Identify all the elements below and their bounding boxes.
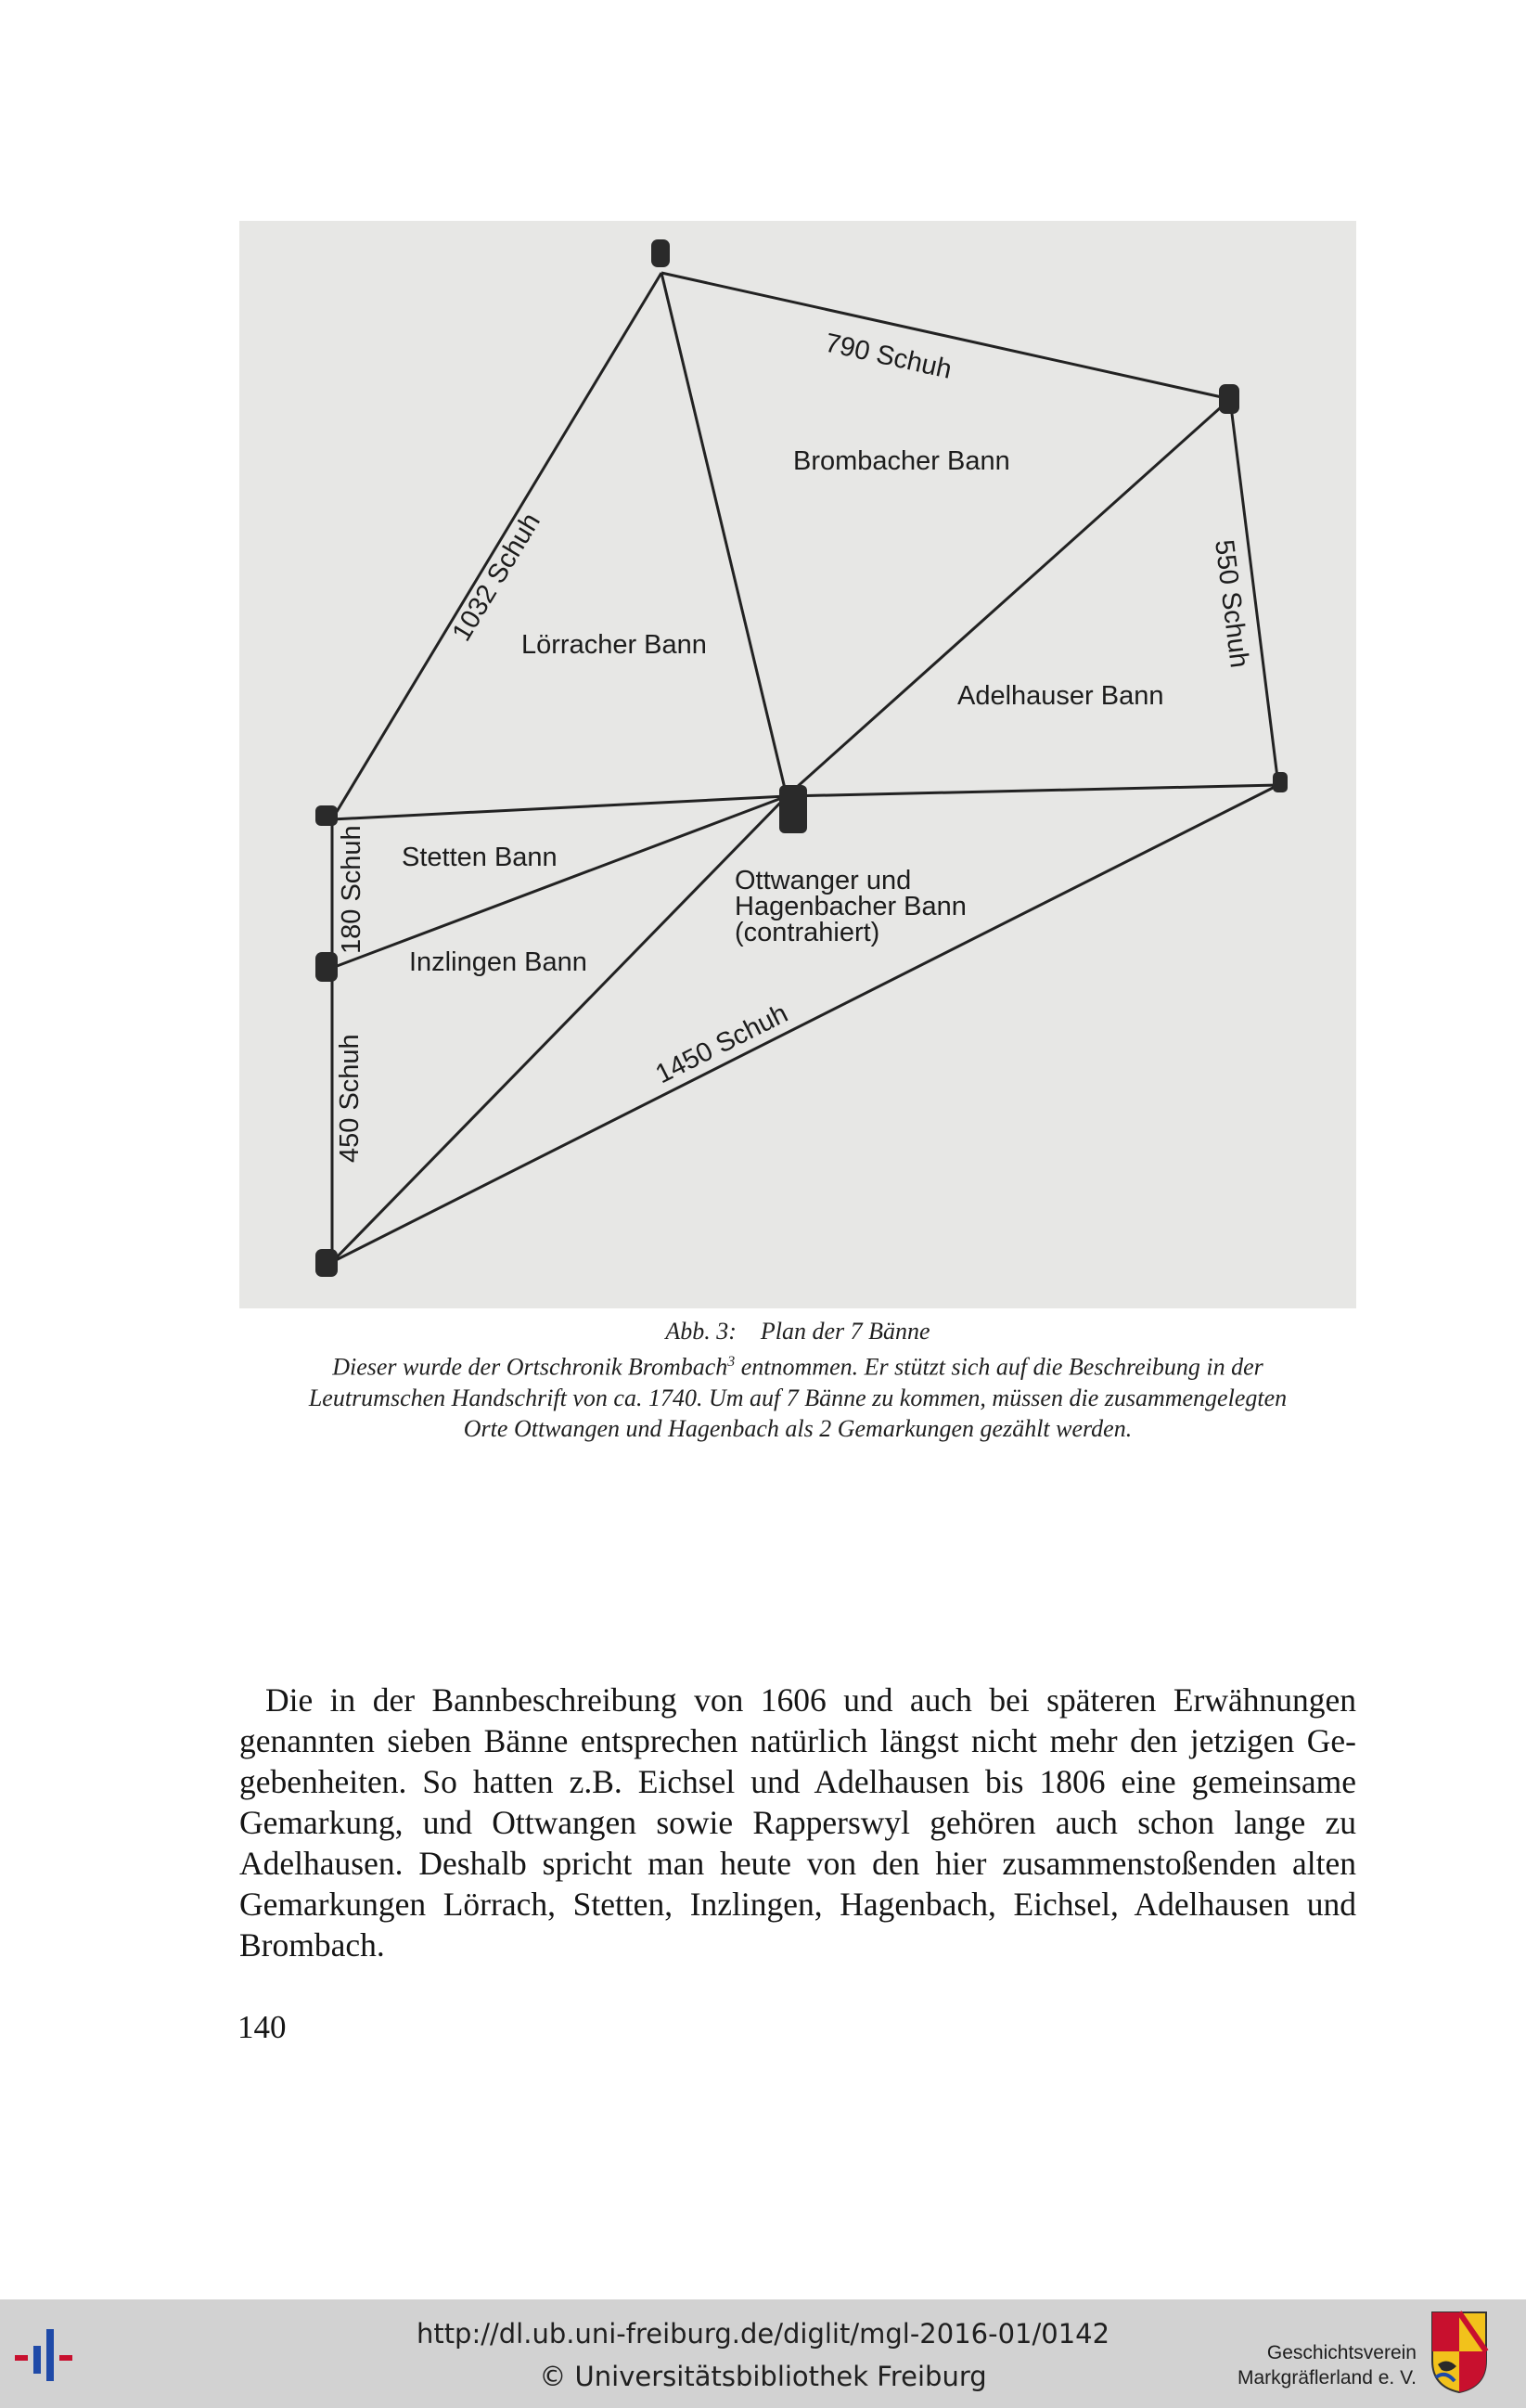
caption-line-2: Leutrumschen Handschrift von ca. 1740. Um auf 7 Bänne zu kommen, müssen die zusammengelegten: [308, 1384, 1288, 1411]
edge-label-lower-left: 450 Schuh: [335, 1034, 365, 1163]
source-url-link[interactable]: http://dl.ub.uni-freiburg.de/diglit/mgl-2016-01/0142: [416, 2318, 1110, 2350]
caption-line-1-start: Dieser wurde der Ortschronik Brombach: [332, 1353, 728, 1381]
body-paragraph: [239, 1680, 1356, 1965]
copyright-notice: © Universitätsbibliothek Freiburg: [539, 2361, 987, 2392]
region-label-stetten: Stetten Bann: [402, 843, 558, 872]
boundary-stone: [315, 952, 338, 982]
caption-title: Abb. 3: Plan der 7 Bänne: [665, 1318, 930, 1345]
caption-line-3: Orte Ottwangen und Hagenbach als 2 Gemarkungen gezählt werden.: [463, 1414, 1133, 1442]
edge-label-right: 550 Schuh: [1209, 537, 1254, 670]
region-label-ottwangen-2: Hagenbacher Bann: [735, 892, 967, 921]
boundary-line: [332, 273, 661, 819]
edge-label-short: 180 Schuh: [337, 825, 366, 954]
edge-label-left: 1032 Schuh: [446, 508, 546, 647]
region-label-loerrach: Lörracher Bann: [521, 630, 707, 660]
boundary-stone: [1219, 384, 1239, 414]
body-line: gebenheiten. So hatten z.B. Eichsel und Adelhausen bis 1806 eine gemeinsame: [239, 1763, 1356, 1800]
boundary-stone: [1273, 772, 1288, 792]
page-number: 140: [237, 2009, 287, 2045]
boundary-plan-diagram: [239, 221, 1356, 1308]
edge-label-bottom: 1450 Schuh: [650, 998, 793, 1090]
region-label-ottwangen-3: (contrahiert): [735, 918, 880, 947]
caption-line-1-end: entnommen. Er stützt sich auf die Beschreibung in der: [735, 1353, 1263, 1381]
boundary-line: [332, 796, 787, 968]
body-line: Brombach.: [239, 1926, 385, 1964]
boundary-stone: [315, 1249, 338, 1277]
region-label-inzlingen: Inzlingen Bann: [409, 947, 587, 977]
caption-line-1: [204, 1346, 1391, 1383]
boundary-stone: [651, 239, 670, 267]
region-label-brombach: Brombacher Bann: [793, 446, 1010, 476]
society-name: [1231, 2340, 1417, 2390]
figure-caption: [204, 1316, 1391, 1444]
boundary-stone: [315, 805, 338, 826]
boundary-plan-figure: [239, 221, 1356, 1308]
boundary-line: [332, 796, 787, 819]
footnote-reference: 3: [727, 1354, 736, 1370]
body-line: Gemarkungen Lörrach, Stetten, Inzlingen, Hagenbach, Eichsel, Adelhausen und: [239, 1886, 1356, 1923]
body-line: Adelhausen. Deshalb spricht man heute von den hier zusammenstoßenden alten: [239, 1845, 1356, 1882]
body-line: genannten sieben Bänne entsprechen natürlich längst nicht mehr den jetzigen Ge-: [239, 1722, 1356, 1759]
society-name-line-2: Markgräflerland e. V.: [1237, 2367, 1417, 2389]
body-line: Die in der Bannbeschreibung von 1606 und auch bei späteren Erwähnungen: [265, 1681, 1356, 1719]
society-name-line-1: Geschichtsverein: [1266, 2342, 1417, 2363]
edge-label-top: 790 Schuh: [822, 328, 955, 385]
boundary-line: [787, 785, 1278, 796]
boundary-stone: [779, 785, 807, 833]
boundary-line: [661, 273, 787, 796]
coat-of-arms-icon: [1429, 2309, 1490, 2394]
region-label-ottwangen-1: Ottwanger und: [735, 866, 912, 895]
boundary-stones: [315, 239, 1288, 1277]
region-label-adelhausen: Adelhauser Bann: [957, 681, 1164, 711]
boundary-lines: [332, 273, 1278, 1262]
body-line: Gemarkung, und Ottwangen sowie Rapperswyl gehören auch schon lange zu: [239, 1804, 1356, 1841]
footer-bar: [0, 2299, 1526, 2408]
